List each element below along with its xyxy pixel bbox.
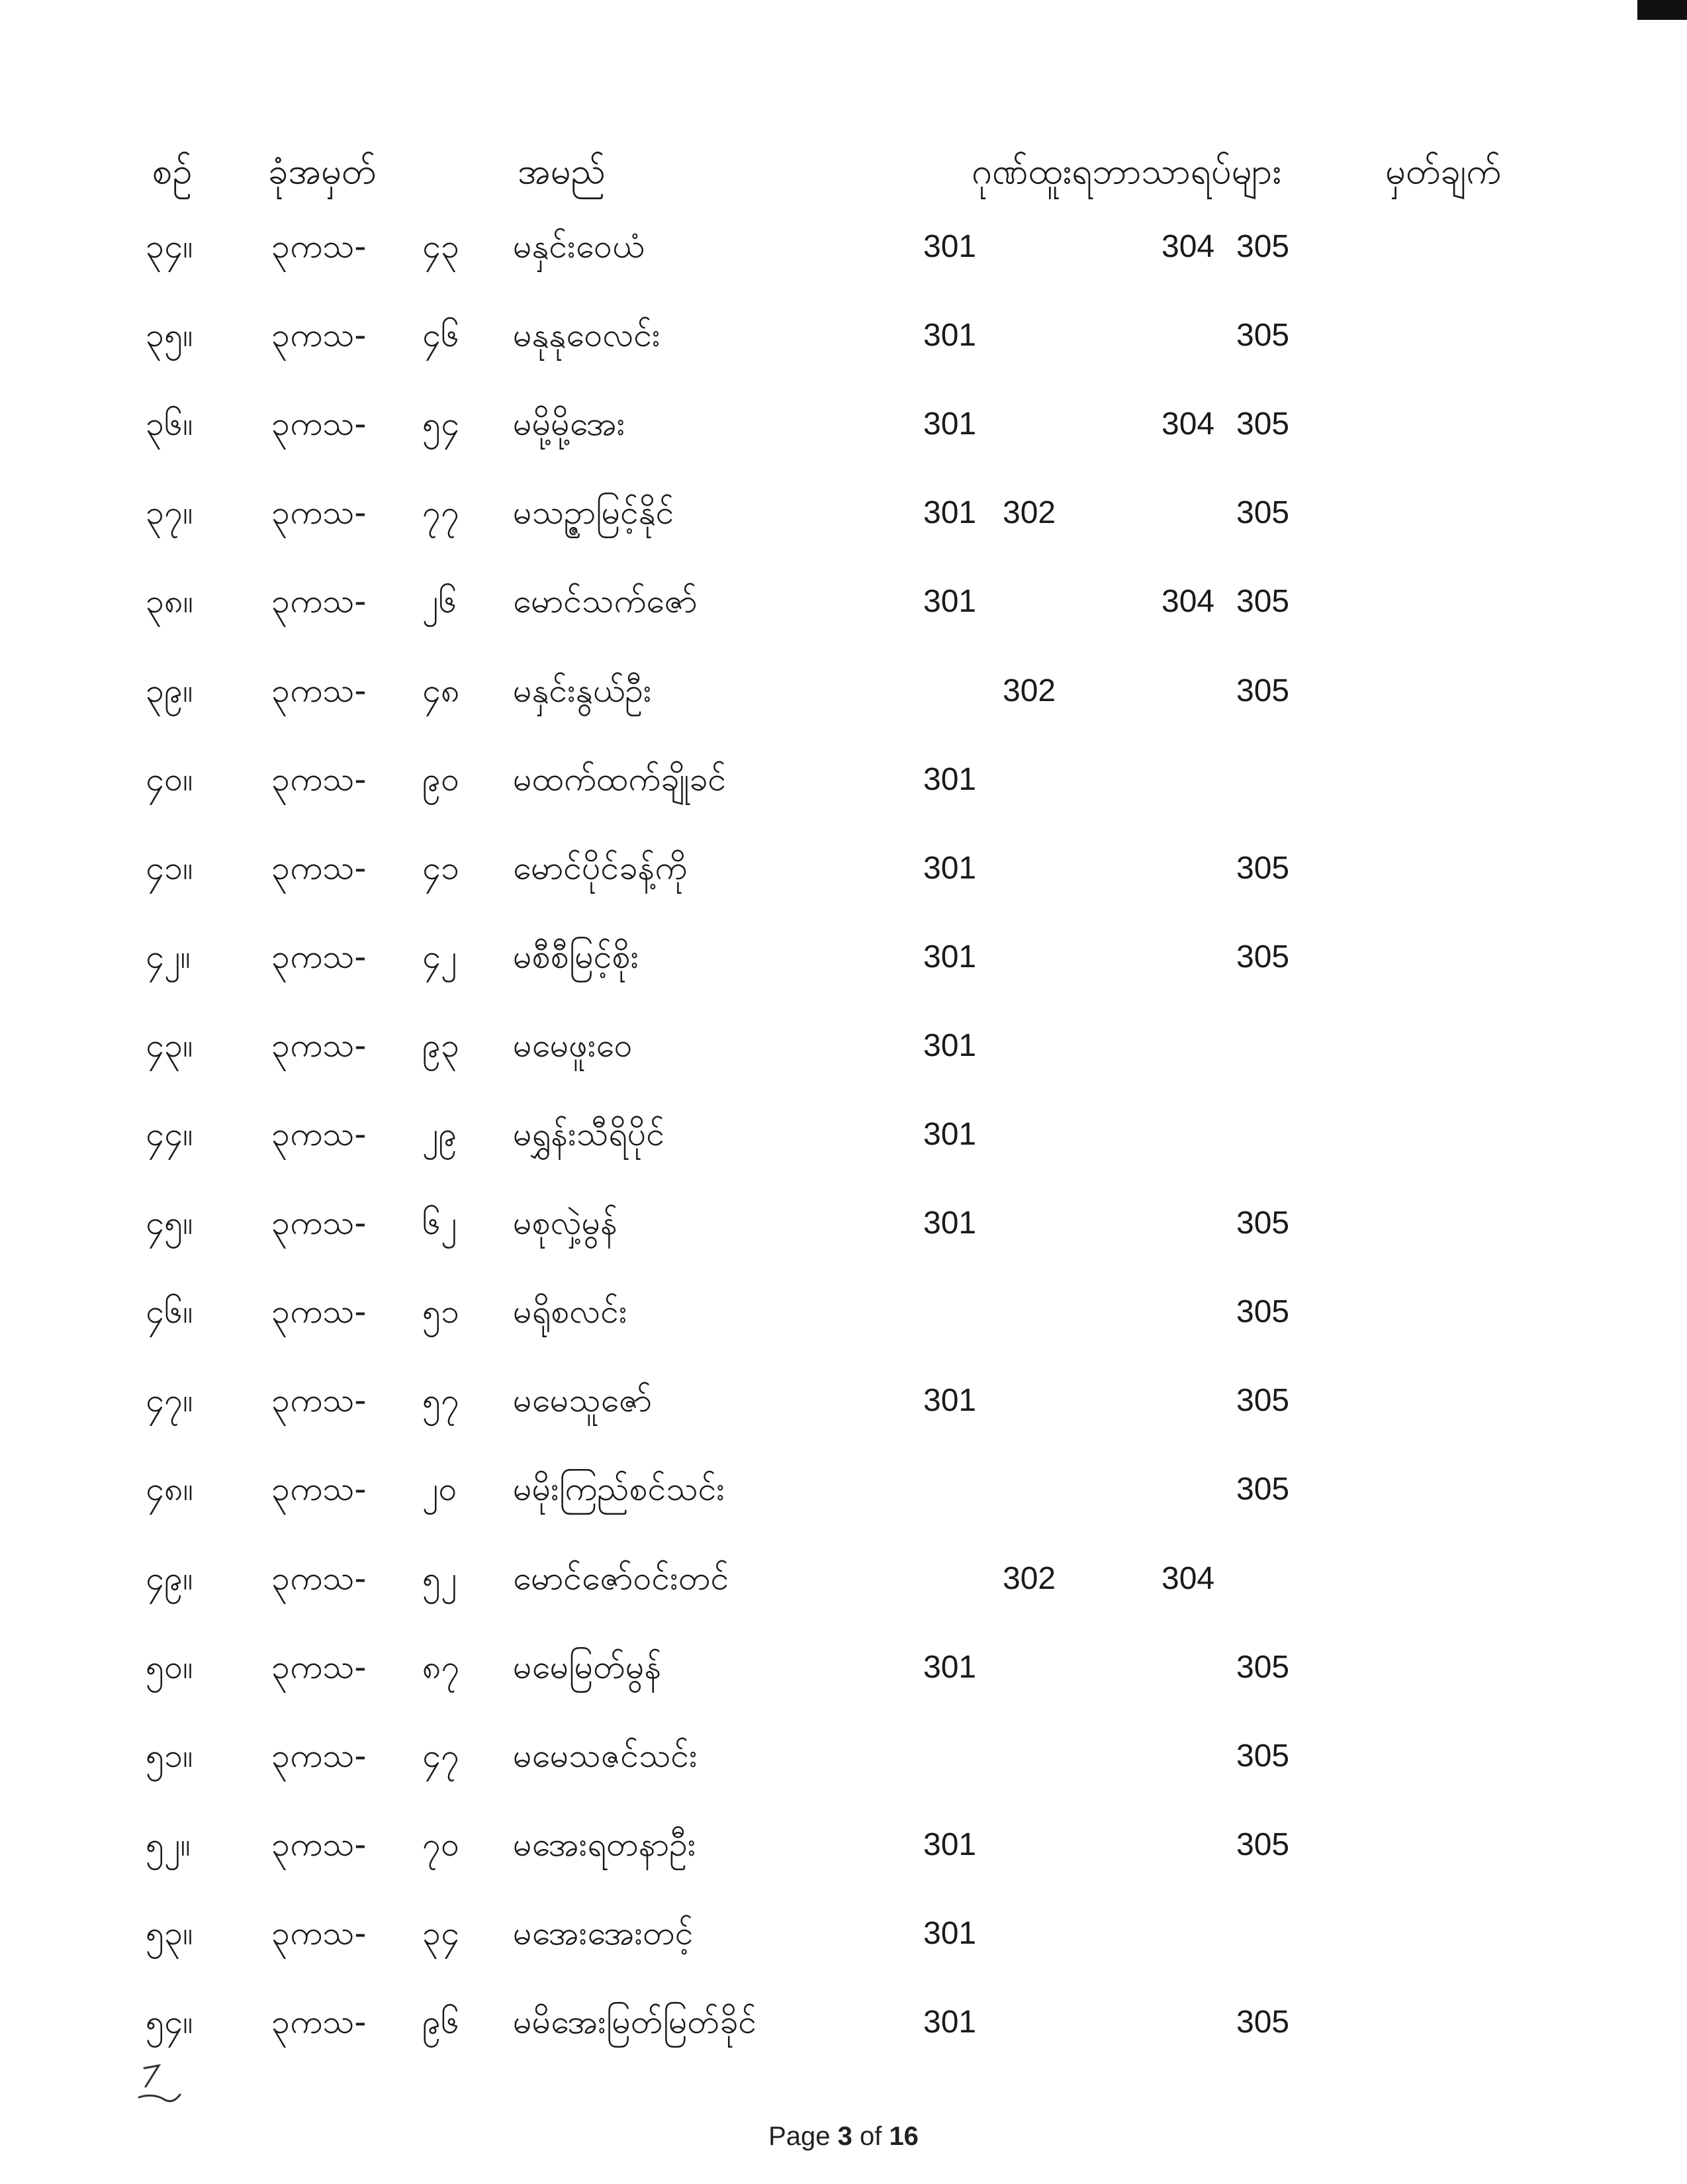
row-serial: ၃၈။ — [146, 582, 193, 620]
row-serial: ၅၁။ — [146, 1736, 193, 1775]
row-subject-301: 301 — [923, 2005, 977, 2040]
row-subject-305: 305 — [1236, 1650, 1290, 1685]
row-subject-305: 305 — [1236, 851, 1290, 886]
row-serial: ၅၃။ — [146, 1914, 193, 1952]
footer-total-pages: 16 — [889, 2122, 919, 2151]
row-subject-305: 305 — [1236, 495, 1290, 530]
row-seat-prefix: ၃ကသ- — [271, 1204, 367, 1242]
row-serial: ၄၅။ — [146, 1204, 193, 1242]
row-seat-number: ၄၆ — [422, 316, 460, 354]
row-subject-302: 302 — [1003, 1561, 1056, 1596]
row-subject-301: 301 — [923, 229, 977, 264]
row-subject-305: 305 — [1236, 1738, 1290, 1774]
row-subject-301: 301 — [923, 762, 977, 797]
table-row — [0, 1731, 1687, 1820]
row-subject-301: 301 — [923, 495, 977, 530]
table-row — [0, 399, 1687, 488]
page-footer — [0, 2122, 1687, 2152]
row-seat-prefix: ၃ကသ- — [271, 227, 367, 265]
row-name: မမိအေးမြတ်မြတ်ခိုင် — [513, 2003, 757, 2041]
row-name: မောင်ပိုင်ခန့်ကို — [513, 849, 688, 887]
row-subject-304: 304 — [1162, 584, 1215, 619]
row-name: မစုလှဲ့မွန် — [513, 1204, 618, 1242]
header-distinction-subjects: ဂုဏ်ထူးရဘာသာရပ်များ — [972, 150, 1281, 192]
row-subject-301: 301 — [923, 1916, 977, 1951]
row-seat-number: ၅၇ — [422, 1381, 460, 1419]
row-name: မအေးအေးတင့် — [513, 1914, 694, 1952]
row-seat-prefix: ၃ကသ- — [271, 1381, 367, 1419]
row-serial: ၅၀။ — [146, 1648, 193, 1686]
row-seat-prefix: ၃ကသ- — [271, 1292, 367, 1331]
row-seat-number: ၉၃ — [422, 1026, 460, 1065]
row-seat-number: ၂၆ — [422, 582, 457, 620]
row-subject-302: 302 — [1003, 495, 1056, 530]
row-serial: ၅၄။ — [146, 2003, 193, 2041]
table-row — [0, 1376, 1687, 1464]
table-row — [0, 1464, 1687, 1553]
row-serial: ၄၁။ — [146, 849, 193, 887]
row-seat-number: ၈၇ — [422, 1648, 460, 1686]
row-seat-number: ၄၇ — [422, 1736, 460, 1775]
row-serial: ၄၀။ — [146, 760, 193, 798]
row-name: မောင်သက်ဇော် — [513, 582, 698, 620]
table-row — [0, 310, 1687, 399]
row-seat-prefix: ၃ကသ- — [271, 937, 367, 976]
row-subject-301: 301 — [923, 1206, 977, 1241]
row-subject-305: 305 — [1236, 673, 1290, 708]
row-subject-301: 301 — [923, 1028, 977, 1063]
row-name: မမေသူဇော် — [513, 1381, 653, 1419]
row-subject-305: 305 — [1236, 939, 1290, 974]
row-subject-305: 305 — [1236, 406, 1290, 442]
row-subject-301: 301 — [923, 851, 977, 886]
row-seat-number: ၆၂ — [422, 1204, 457, 1242]
row-subject-301: 301 — [923, 1827, 977, 1862]
table-row — [0, 1554, 1687, 1642]
table-row — [0, 488, 1687, 577]
row-name: မမို့မို့အေး — [513, 404, 625, 443]
row-seat-number: ၉၀ — [422, 760, 460, 798]
header-remarks: မှတ်ချက် — [1385, 150, 1502, 192]
row-seat-prefix: ၃ကသ- — [271, 671, 367, 710]
row-subject-304: 304 — [1162, 1561, 1215, 1596]
row-name: မမိုးကြည်စင်သင်း — [513, 1470, 725, 1508]
row-seat-number: ၇၇ — [422, 493, 460, 532]
table-row — [0, 1287, 1687, 1376]
row-serial: ၃၇။ — [146, 493, 193, 532]
row-subject-301: 301 — [923, 318, 977, 353]
table-row — [0, 1642, 1687, 1731]
header-name: အမည် — [518, 150, 606, 192]
row-name: မမေဖူးဝေ — [513, 1026, 633, 1065]
row-seat-number: ၄၂ — [422, 937, 457, 976]
footer-current-page: 3 — [837, 2122, 852, 2151]
table-row — [0, 1198, 1687, 1287]
row-seat-number: ၂၉ — [422, 1115, 457, 1153]
table-row — [0, 1909, 1687, 1997]
row-seat-number: ၄၁ — [422, 849, 460, 887]
row-subject-305: 305 — [1236, 229, 1290, 264]
row-serial: ၄၉။ — [146, 1559, 193, 1597]
row-seat-number: ၄၈ — [422, 671, 460, 710]
footer-prefix: Page — [768, 2122, 838, 2151]
row-seat-prefix: ၃ကသ- — [271, 493, 367, 532]
row-name: မနှင်းနွယ်ဦး — [513, 671, 652, 710]
row-subject-301: 301 — [923, 1117, 977, 1152]
table-row — [0, 932, 1687, 1021]
row-serial: ၄၇။ — [146, 1381, 193, 1419]
row-seat-prefix: ၃ကသ- — [271, 2003, 367, 2041]
row-subject-302: 302 — [1003, 673, 1056, 708]
table-row — [0, 666, 1687, 755]
row-serial: ၅၂။ — [146, 1825, 191, 1864]
row-serial: ၃၉။ — [146, 671, 193, 710]
table-row — [0, 577, 1687, 665]
table-row — [0, 755, 1687, 843]
row-seat-number: ၃၄ — [422, 1914, 460, 1952]
row-seat-number: ၅၂ — [422, 1559, 457, 1597]
row-name: မောင်ဇော်ဝင်းတင် — [513, 1559, 729, 1597]
row-seat-prefix: ၃ကသ- — [271, 1026, 367, 1065]
row-seat-number: ၇၀ — [422, 1825, 460, 1864]
row-serial: ၃၄။ — [146, 227, 193, 265]
row-serial: ၃၆။ — [146, 404, 193, 443]
row-serial: ၄၂။ — [146, 937, 191, 976]
row-seat-prefix: ၃ကသ- — [271, 1470, 367, 1508]
row-name: မမေမြတ်မွန် — [513, 1648, 662, 1686]
row-subject-301: 301 — [923, 406, 977, 442]
row-subject-305: 305 — [1236, 318, 1290, 353]
row-serial: ၄၆။ — [146, 1292, 193, 1331]
row-seat-prefix: ၃ကသ- — [271, 316, 367, 354]
table-row — [0, 222, 1687, 310]
table-row — [0, 1021, 1687, 1110]
table-row — [0, 1820, 1687, 1909]
row-seat-prefix: ၃ကသ- — [271, 1736, 367, 1775]
row-subject-304: 304 — [1162, 229, 1215, 264]
table-row — [0, 1110, 1687, 1198]
row-seat-prefix: ၃ကသ- — [271, 760, 367, 798]
row-seat-prefix: ၃ကသ- — [271, 1825, 367, 1864]
row-subject-301: 301 — [923, 1383, 977, 1418]
table-row — [0, 1997, 1687, 2086]
row-subject-305: 305 — [1236, 1827, 1290, 1862]
row-seat-number: ၉၆ — [422, 2003, 460, 2041]
row-subject-305: 305 — [1236, 584, 1290, 619]
handwritten-mark — [132, 2059, 192, 2112]
row-name: မနှင်းဝေယံ — [513, 227, 645, 265]
row-name: မထက်ထက်ချိုခင် — [513, 760, 727, 798]
row-serial: ၃၅။ — [146, 316, 193, 354]
row-seat-number: ၄၃ — [422, 227, 460, 265]
row-subject-304: 304 — [1162, 406, 1215, 442]
row-serial: ၄၄။ — [146, 1115, 193, 1153]
row-name: မစီစီမြင့်စိုး — [513, 937, 639, 976]
footer-mid: of — [852, 2122, 889, 2151]
row-name: မသဉ္ဇာမြင့်နိုင် — [513, 493, 674, 532]
row-seat-number: ၂၀ — [422, 1470, 457, 1508]
row-name: မရိုစလင်း — [513, 1292, 627, 1331]
row-seat-prefix: ၃ကသ- — [271, 1914, 367, 1952]
header-serial: စဥ် — [152, 150, 193, 192]
row-subject-301: 301 — [923, 939, 977, 974]
row-subject-305: 305 — [1236, 1472, 1290, 1507]
row-seat-prefix: ၃ကသ- — [271, 1648, 367, 1686]
header-seat-number: ခုံအမှတ် — [268, 150, 377, 192]
scan-edge-mark — [1637, 0, 1687, 20]
row-seat-number: ၅၁ — [422, 1292, 460, 1331]
row-subject-305: 305 — [1236, 1206, 1290, 1241]
table-row — [0, 843, 1687, 932]
row-seat-prefix: ၃ကသ- — [271, 1559, 367, 1597]
row-seat-prefix: ၃ကသ- — [271, 1115, 367, 1153]
row-subject-305: 305 — [1236, 2005, 1290, 2040]
row-name: မနုနုဝေလင်း — [513, 316, 661, 354]
row-serial: ၄၈။ — [146, 1470, 193, 1508]
row-seat-prefix: ၃ကသ- — [271, 582, 367, 620]
row-seat-number: ၅၄ — [422, 404, 460, 443]
row-subject-301: 301 — [923, 1650, 977, 1685]
row-subject-301: 301 — [923, 584, 977, 619]
row-name: မမေသဇင်သင်း — [513, 1736, 698, 1775]
row-serial: ၄၃။ — [146, 1026, 193, 1065]
row-seat-prefix: ၃ကသ- — [271, 404, 367, 443]
row-subject-305: 305 — [1236, 1294, 1290, 1329]
row-seat-prefix: ၃ကသ- — [271, 849, 367, 887]
row-name: မအေးရတနာဦး — [513, 1825, 696, 1864]
row-subject-305: 305 — [1236, 1383, 1290, 1418]
row-name: မရွှန်းသီရိပိုင် — [513, 1115, 665, 1153]
